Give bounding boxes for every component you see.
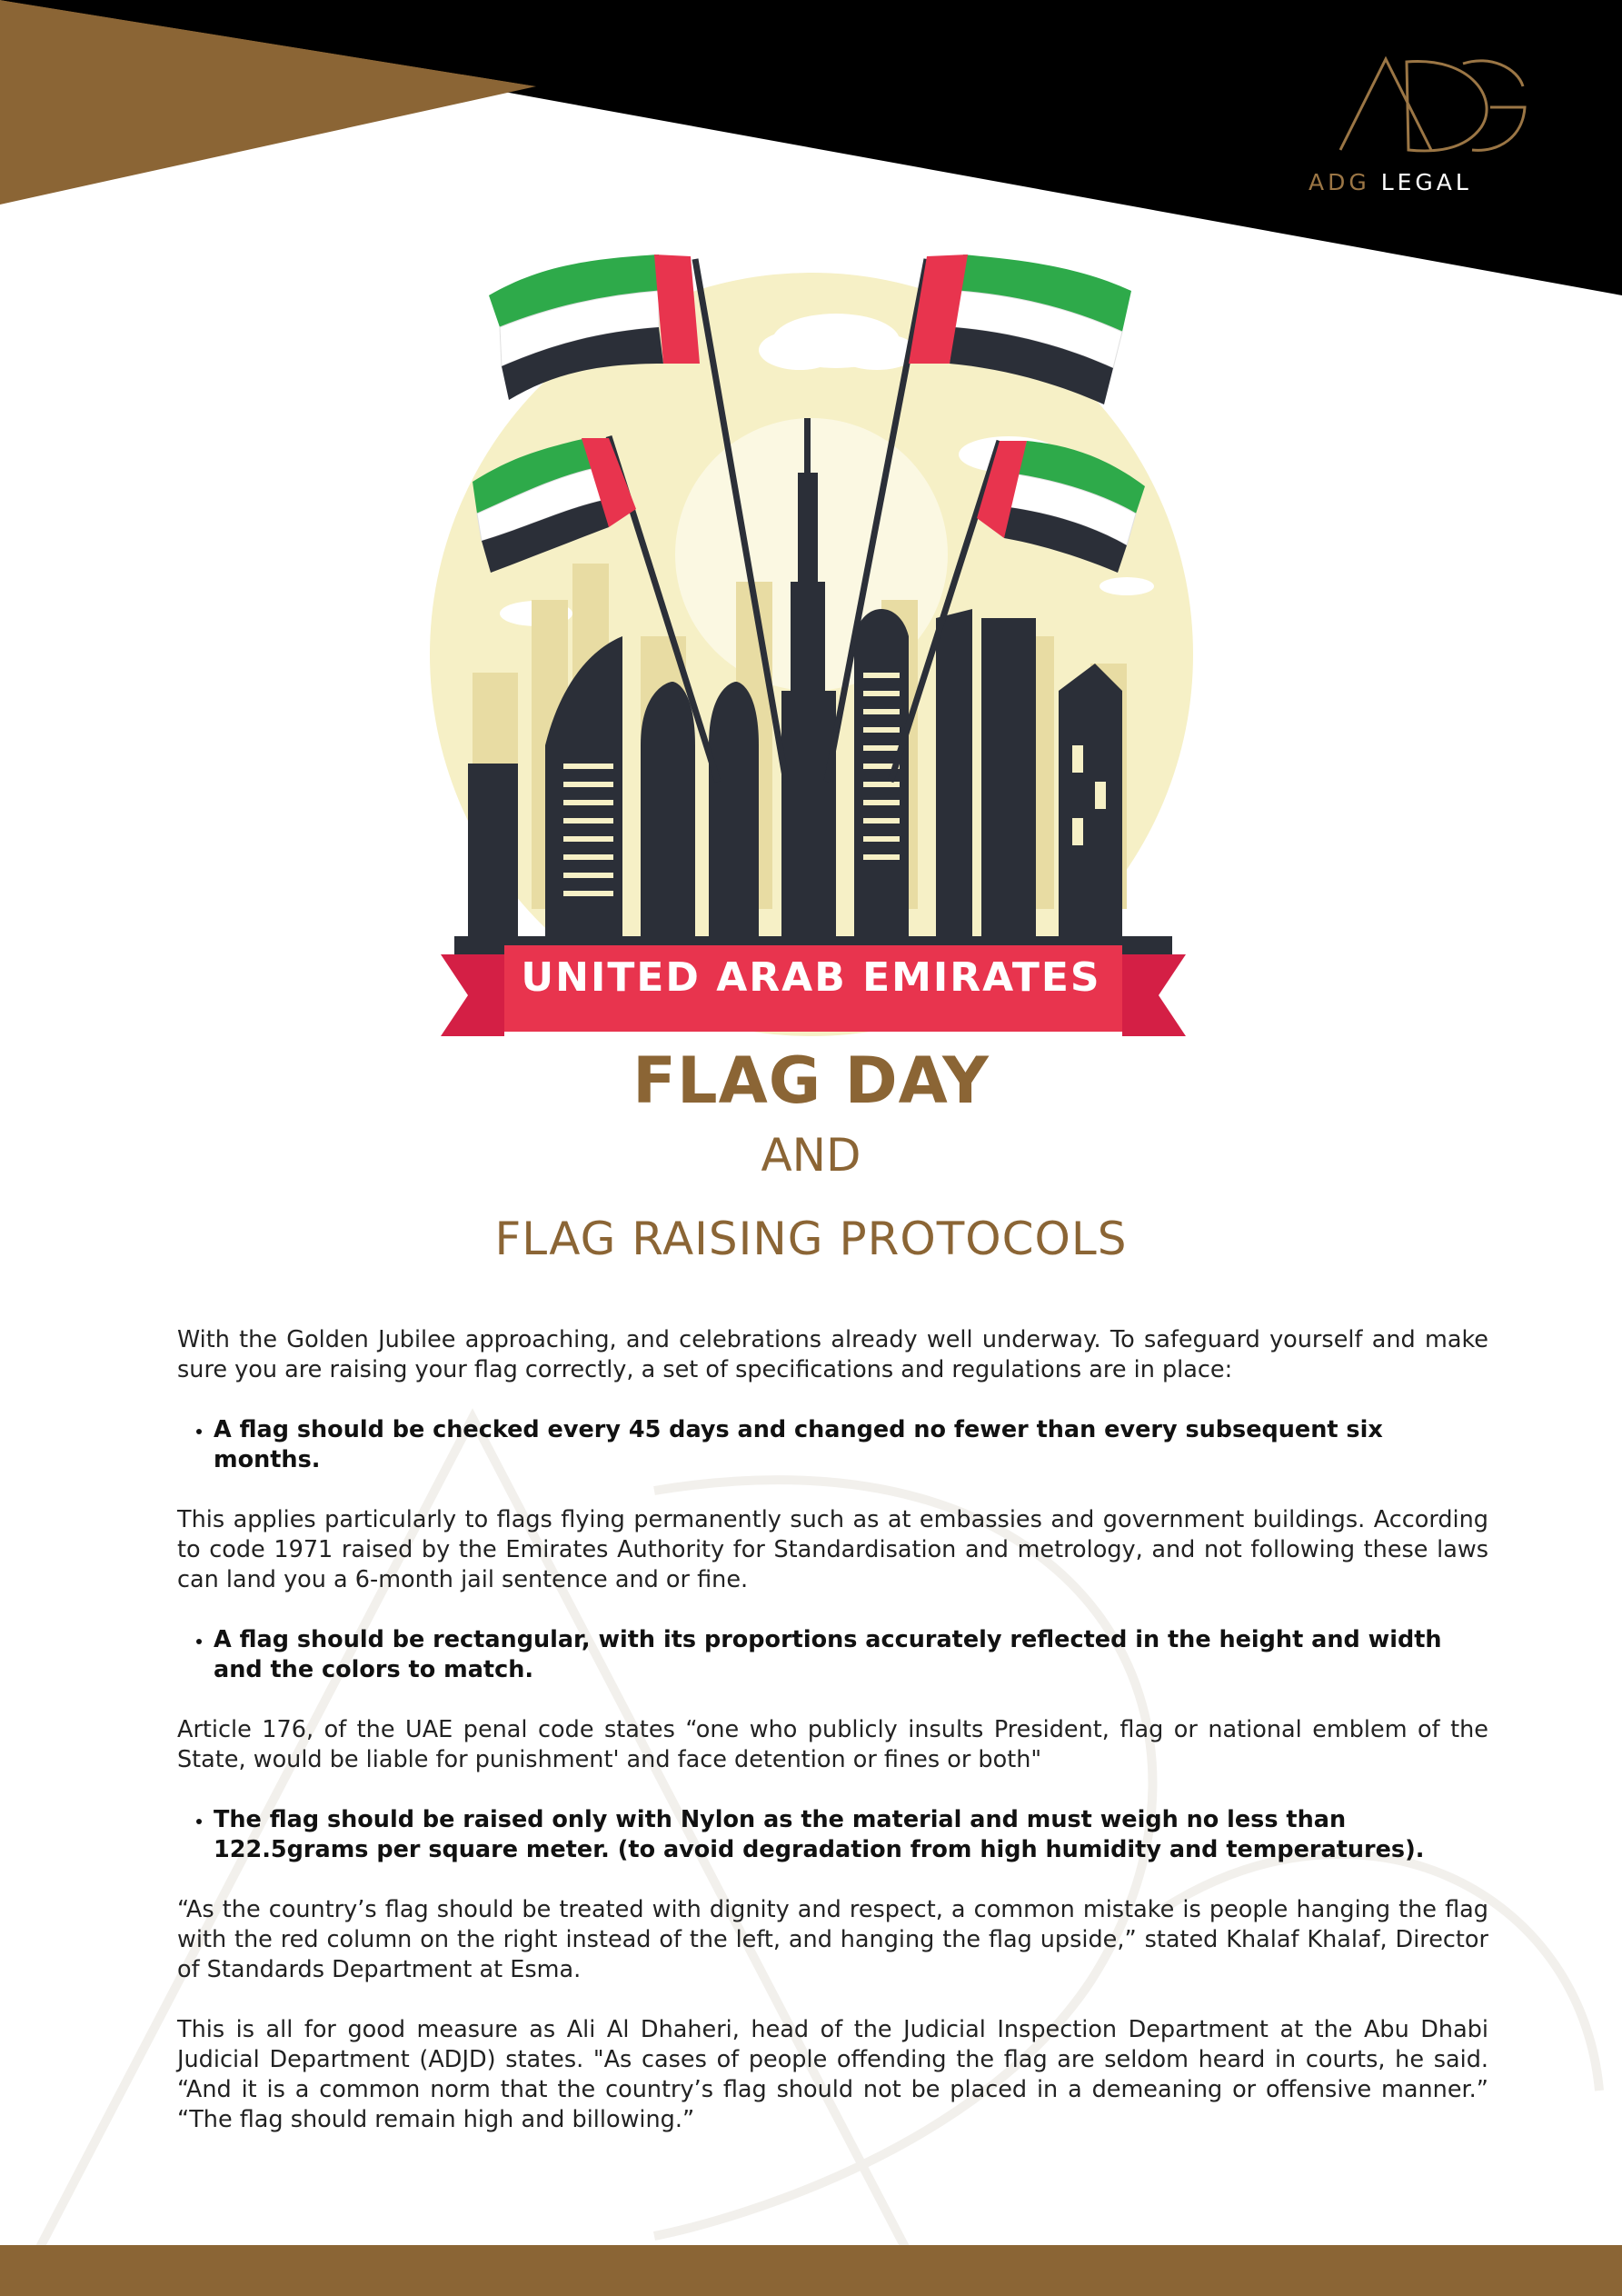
bullet-item: • The flag should be raised only with Nylon as the material and must weigh no less than 122.5grams per square meter. (to avoid degradation from high humidity and temperatures). xyxy=(214,1805,1488,1865)
bullet-list-2 xyxy=(177,1625,1488,1685)
paragraph-code-1971: This applies particularly to flags flying permanently such as at embassies and government buildings. According to code 1971 raised by the Emirates Authority for Standardisation and metrology, and not following these laws can land you a 6-month jail sentence and or fine. xyxy=(177,1506,1488,1593)
paragraph-article-176: Article 176, of the UAE penal code states “one who publicly insults President, flag or national emblem of the State, would be liable for punishment' and face detention or fines or both" xyxy=(177,1716,1488,1773)
bullet-item: • A flag should be checked every 45 days and changed no fewer than every subsequent six months. xyxy=(214,1415,1488,1475)
page-subtitle: FLAG RAISING PROTOCOLS xyxy=(494,1213,1128,1265)
intro-paragraph: With the Golden Jubilee approaching, and celebrations already well underway. To safeguard yourself and make sure you are raising your flag correctly, a set of specifications and regulations are in place: xyxy=(177,1326,1488,1383)
footer-gold-bar xyxy=(0,2245,1622,2296)
page-title: FLAG DAY xyxy=(632,1043,990,1118)
article-body xyxy=(177,1325,1488,2165)
bullet-list-3 xyxy=(177,1805,1488,1865)
brand-name-adg: ADG xyxy=(1309,169,1370,195)
banner-label: UNITED ARAB EMIRATES xyxy=(521,954,1101,1001)
title-conjunction: AND xyxy=(761,1129,861,1182)
paragraph-quote-adjd: This is all for good measure as Ali Al Dhaheri, head of the Judicial Inspection Department at the Abu Dhabi Judicial Department (ADJD) states. "As cases of people offending the flag are seldom heard in courts, he said. “And it is a common norm that the country’s flag should not be placed in a demeaning or offensive manner.” “The flag should remain high and billowing.” xyxy=(177,2016,1488,2133)
brand-name xyxy=(1309,169,1545,195)
bullet-list-1 xyxy=(177,1415,1488,1475)
brand-name-legal: LEGAL xyxy=(1380,169,1472,195)
uae-skyline-illustration xyxy=(418,236,1209,1054)
paragraph-quote-esma: “As the country’s flag should be treated with dignity and respect, a common mistake is people hanging the flag with the red column on the right instead of the left, and hanging the flag upside,” stated Khalaf Khalaf, Director of Standards Department at Esma. xyxy=(177,1896,1488,1983)
bullet-item: • A flag should be rectangular, with its proportions accurately reflected in the height and width and the colors to match. xyxy=(214,1625,1488,1685)
